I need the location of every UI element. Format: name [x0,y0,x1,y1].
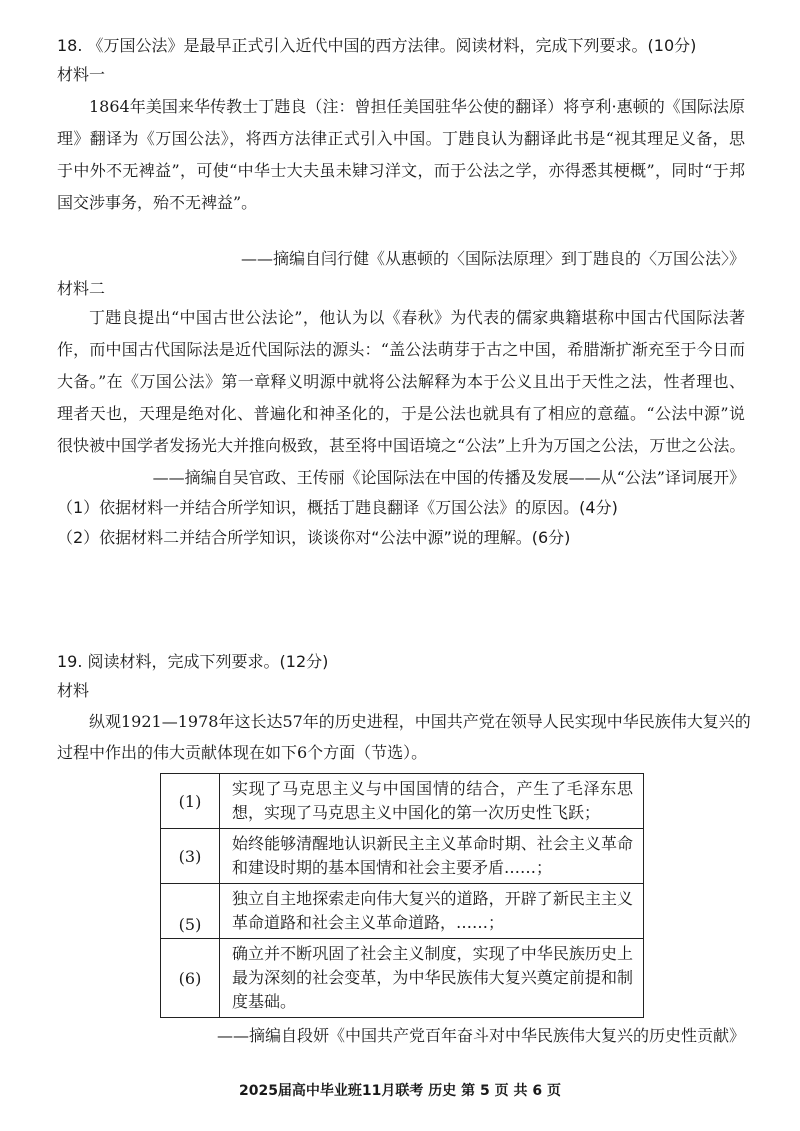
q18-subquestion-1: （1）依据材料一并结合所学知识，概括丁韪良翻译《万国公法》的原因。(4分) [57,498,618,517]
table-row [161,884,644,939]
q18-m2-line: 理者天也，天理是绝对化、普遍化和神圣化的，于是公法也就具有了相应的意蕴。“公法中源”说 [57,404,745,423]
q19-table-block [57,773,745,1046]
q19-material-label: 材料 [57,681,90,700]
page-footer: 2025届高中毕业班11月联考 历史 第 5 页 共 6 页 [238,1083,562,1099]
row-number: (6) [161,939,220,1018]
q18-m2-line: 丁韪良提出“中国古世公法论”，他认为以《春秋》为代表的儒家典籍堪称中国古代国际法著 [89,308,745,327]
q19-title: 19. 阅读材料，完成下列要求。(12分) [57,652,329,671]
row-text: 确立并不断巩固了社会主义制度，实现了中华民族历史上 [232,944,633,963]
q18-m1-source: ——摘编自闫行健《从惠顿的〈国际法原理〉到丁韪良的〈万国公法〉》 [240,249,745,268]
row-text: 和建设时期的基本国情和社会主要矛盾……； [232,858,553,877]
q19-source: ——摘编自段妍《中国共产党百年奋斗对中华民族伟大复兴的历史性贡献》 [216,1026,745,1045]
q18-m2-line: 很快被中国学者发扬光大并推向极致，甚至将中国语境之“公法”上升为万国之公法，万世之公法。 [57,436,746,455]
q19-line: 过程中作出的伟大贡献体现在如下6个方面（节选）。 [57,743,428,762]
row-number: (5) [161,884,220,939]
row-text: 最为深刻的社会变革，为中华民族伟大复兴奠定前提和制 [232,968,633,987]
q18-m1-line: 理》翻译为《万国公法》，将西方法律正式引入中国。丁韪良认为翻译此书是“视其理足义备，思 [57,129,745,148]
q18-material1-label: 材料一 [57,65,106,84]
q18-title: 18. 《万国公法》是最早正式引入近代中国的西方法律。阅读材料，完成下列要求。(10分) [57,36,697,55]
q18-m1-line: 1864年美国来华传教士丁韪良（注：曾担任美国驻华公使的翻译）将亨利·惠顿的《国际法原 [89,97,745,116]
q18-m1-line: 于中外不无裨益”，可使“中华士大夫虽未肄习洋文，而于公法之学，亦得悉其梗概”，同时“于邦 [57,161,745,180]
contributions-table [160,773,644,1018]
row-text: 革命道路和社会主义革命道路，……； [232,913,505,932]
table-row [161,774,644,829]
row-number: (1) [161,774,220,829]
row-number: (3) [161,829,220,884]
q18-m2-line: 作，而中国古代国际法是近代国际法的源头：“盖公法萌芽于古之中国，希腊渐扩渐充至于今日而 [57,340,745,359]
q18-m2-source: ——摘编自吴官政、王传丽《论国际法在中国的传播及发展——从“公法”译词展开》 [152,468,745,487]
q18-m1-line: 国交涉事务，殆不无裨益”。 [57,193,258,212]
q18-m2-line: 大备。”在《万国公法》第一章释义明源中就将公法解释为本于公义且出于天性之法，性者理也、 [57,372,745,391]
row-text: 始终能够清醒地认识新民主主义革命时期、社会主义革命 [232,834,633,853]
row-text: 独立自主地探索走向伟大复兴的道路，开辟了新民主主义 [232,889,633,908]
row-text: 实现了马克思主义与中国国情的结合，产生了毛泽东思 [232,779,633,798]
q18-material2-label: 材料二 [57,279,106,298]
q18-subquestion-2: （2）依据材料二并结合所学知识，谈谈你对“公法中源”说的理解。(6分) [57,528,571,547]
q19-line: 纵观1921—1978年这长达57年的历史进程，中国共产党在领导人民实现中华民族伟大复兴的 [89,712,751,731]
table-row [161,939,644,1018]
table-row [161,829,644,884]
row-text: 度基础。 [232,992,297,1011]
row-text: 想，实现了马克思主义中国化的第一次历史性飞跃； [232,803,601,822]
